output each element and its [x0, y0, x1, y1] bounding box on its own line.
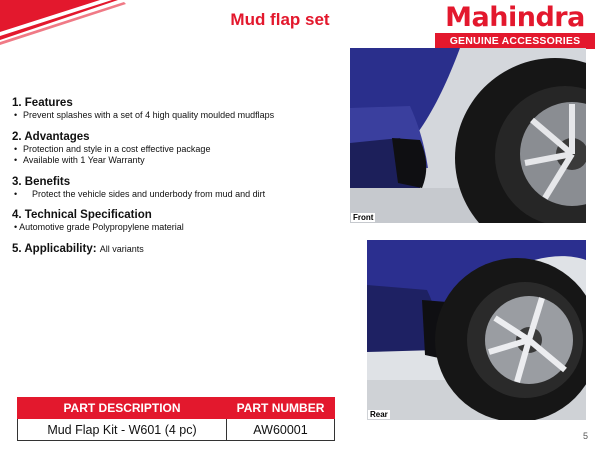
front-image-label: Front [353, 213, 374, 222]
section-heading: 4. Technical Specification [12, 209, 152, 221]
table-row [18, 419, 335, 441]
section-heading: 3. Benefits [12, 175, 71, 188]
brand-logo [435, 4, 595, 49]
section-benefits [12, 175, 342, 201]
part-number-cell: AW60001 [227, 419, 335, 441]
table-header-row [18, 398, 335, 419]
bullet-item: • Available with 1 Year Warranty [14, 155, 145, 165]
rear-mudflap-photo [367, 240, 586, 420]
feature-content [12, 96, 342, 264]
bullet-item: • Automotive grade Polypropylene material [14, 222, 184, 232]
bullet-item: • Protection and style in a cost effective package [14, 143, 211, 154]
section-features [12, 96, 342, 122]
section-advantages [12, 130, 342, 167]
rear-image-label: Rear [370, 410, 388, 419]
part-description-cell: Mud Flap Kit - W601 (4 pc) [18, 419, 227, 441]
page-number: 5 [582, 431, 588, 441]
section-technical-specification [12, 208, 342, 234]
column-header-part-number: PART NUMBER [227, 398, 335, 419]
section-heading: 1. Features [12, 97, 73, 109]
brand-tagline: GENUINE ACCESSORIES [435, 33, 595, 49]
brand-wordmark: Mahindra [445, 2, 585, 33]
section-heading: 5. Applicability: All variants [12, 242, 144, 255]
section-applicability [12, 242, 342, 256]
bullet-item: • Prevent splashes with a set of 4 high quality moulded mudflaps [14, 110, 275, 120]
bullet-item: • Protect the vehicle sides and underbody from mud and dirt [14, 188, 266, 199]
section-heading: 2. Advantages [12, 130, 90, 143]
column-header-part-description: PART DESCRIPTION [18, 398, 227, 419]
slide-title: Mud flap set [230, 10, 330, 29]
front-mudflap-photo [350, 48, 586, 223]
applicability-value: All variants [99, 243, 144, 254]
parts-table [17, 397, 335, 441]
